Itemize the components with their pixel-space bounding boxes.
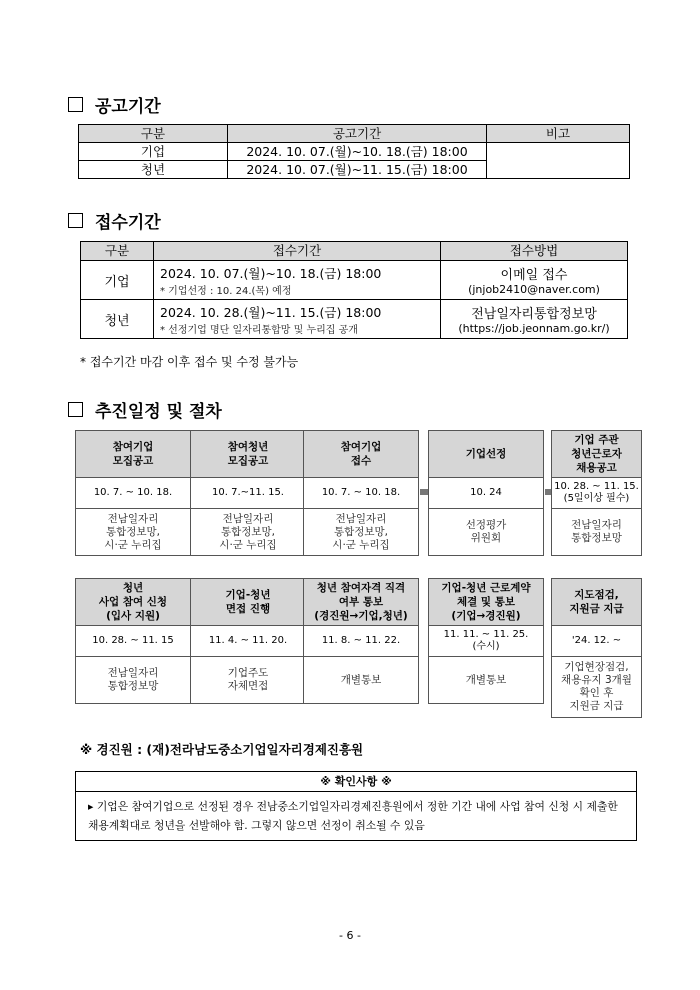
table-header-row: [79, 125, 630, 143]
header-method: 접수방법: [441, 242, 628, 261]
header-note: 비고: [487, 125, 630, 143]
flow-step-title: 기업선정: [429, 431, 543, 478]
header-period: 접수기간: [154, 242, 441, 261]
flow-step-title: 지도점검, 지원금 지급: [552, 579, 641, 626]
flow-step-card: [75, 430, 191, 556]
receipt-table: [80, 241, 628, 339]
checkbox-square-icon: [68, 402, 83, 417]
flow-step-card: [428, 430, 544, 556]
row-period-cell: [154, 300, 441, 339]
table-row: [79, 143, 630, 161]
row-period: 2024. 10. 07.(월)~11. 15.(금) 18:00: [228, 161, 487, 179]
flow-step-desc: 기업주도 자체면접: [227, 667, 269, 692]
flow-step-desc: 개별통보: [465, 673, 507, 686]
section-title-receipt: [68, 208, 161, 233]
flow-step-desc: 선정평가 위원회: [465, 519, 507, 544]
flow-step-date: 10. 7. ~ 10. 18.: [76, 478, 190, 509]
flow-step-title: 청년 참여자격 직격 여부 통보 (경진원→기업,청년): [304, 579, 418, 626]
flow-step-desc: 전남일자리 통합정보망, 시·군 누리집: [219, 512, 277, 551]
flow-row-1: [0, 430, 700, 560]
flow-step-desc: 전남일자리 통합정보망: [107, 667, 159, 692]
confirm-title: ※ 확인사항 ※: [76, 772, 636, 792]
header-type: 구분: [81, 242, 154, 261]
row-period-cell: [154, 261, 441, 300]
flow-step-card: [190, 578, 306, 704]
section-title-announce: [68, 92, 161, 117]
flow-step-title: 기업-청년 근로계약 체결 및 통보 (기업→경진원): [429, 579, 543, 626]
section-title-process: [68, 397, 222, 422]
row-method-cell: [441, 300, 628, 339]
header-type: 구분: [79, 125, 228, 143]
row-period: 2024. 10. 28.(월)~11. 15.(금) 18:00: [160, 304, 382, 320]
row-method-sub: (jnjob2410@naver.com): [468, 283, 600, 296]
table-row: [81, 300, 628, 339]
row-period: 2024. 10. 07.(월)~10. 18.(금) 18:00: [228, 143, 487, 161]
announce-table: [78, 124, 630, 179]
receipt-note: * 접수기간 마감 이후 접수 및 수정 불가능: [80, 355, 299, 369]
flow-step-date: 11. 4. ~ 11. 20.: [191, 626, 305, 657]
row-sub: * 기업선정 : 10. 24.(목) 예정: [160, 285, 292, 297]
row-type: 기업: [79, 143, 228, 161]
row-period: 2024. 10. 07.(월)~10. 18.(금) 18:00: [160, 265, 382, 281]
section-title-text: 공고기간: [95, 97, 161, 117]
flow-step-desc: 기업현장점검, 채용유지 3개월 확인 후 지원금 지급: [561, 661, 632, 712]
row-method: 전남일자리통합정보망: [471, 307, 597, 322]
flow-step-card: [551, 578, 642, 718]
row-method-cell: [441, 261, 628, 300]
table-row: [81, 261, 628, 300]
row-type: 기업: [81, 261, 154, 300]
flow-step-card: [551, 430, 642, 556]
header-period: 공고기간: [228, 125, 487, 143]
flow-step-title: 청년 사업 참여 신청 (입사 지원): [76, 579, 190, 626]
flow-step-card: [190, 430, 306, 556]
flow-step-card: [75, 578, 191, 704]
org-note: ※ 경진원 : (재)전라남도중소기업일자리경제진흥원: [80, 742, 364, 757]
flow-step-desc: 전남일자리 통합정보망: [571, 519, 622, 544]
flow-step-date: 11. 11. ~ 11. 25. (수시): [429, 626, 543, 657]
section-title-text: 추진일정 및 절차: [95, 402, 222, 422]
checkbox-square-icon: [68, 97, 83, 112]
row-method-sub: (https://job.jeonnam.go.kr/): [458, 322, 610, 335]
row-type: 청년: [81, 300, 154, 339]
flow-step-date: 10. 24: [429, 478, 543, 509]
flow-step-date: 10. 28. ~ 11. 15: [76, 626, 190, 657]
page-number: - 6 -: [339, 929, 361, 942]
flow-step-date: 10. 28. ~ 11. 15. (5일이상 필수): [552, 478, 641, 509]
flow-step-desc: 전남일자리 통합정보망, 시·군 누리집: [332, 512, 390, 551]
checkbox-square-icon: [68, 213, 83, 228]
flow-step-desc: 전남일자리 통합정보망, 시·군 누리집: [104, 512, 162, 551]
flow-step-title: 참여청년 모집공고: [191, 431, 305, 478]
flow-step-title: 기업 주관 청년근로자 채용공고: [552, 431, 641, 478]
flow-step-date: 10. 7.~11. 15.: [191, 478, 305, 509]
flow-step-title: 기업-청년 면접 진행: [191, 579, 305, 626]
row-sub: * 선정기업 명단 일자리통합망 및 누리집 공개: [160, 324, 358, 336]
flow-step-card: [428, 578, 544, 704]
confirm-box: [75, 771, 637, 841]
flow-step-desc: 개별통보: [340, 673, 382, 686]
flow-row-2: [0, 578, 700, 728]
table-header-row: [81, 242, 628, 261]
section-title-text: 접수기간: [95, 213, 161, 233]
flow-step-date: 10. 7. ~ 10. 18.: [304, 478, 418, 509]
flow-step-title: 참여기업 모집공고: [76, 431, 190, 478]
flow-step-date: '24. 12. ~: [552, 626, 641, 657]
row-note: [487, 143, 630, 179]
confirm-body: ▸ 기업은 참여기업으로 선정된 경우 전남중소기업일자리경제진흥원에서 정한 기간 내에 사업 참여 신청 시 제출한 채용계획대로 청년을 선발해야 함. 그렇지 않으면 선정이 취소될 수 있음: [88, 800, 618, 832]
flow-step-card: [303, 578, 419, 704]
row-type: 청년: [79, 161, 228, 179]
flow-step-title: 참여기업 접수: [304, 431, 418, 478]
row-method: 이메일 접수: [500, 268, 568, 283]
flow-step-card: [303, 430, 419, 556]
flow-step-date: 11. 8. ~ 11. 22.: [304, 626, 418, 657]
